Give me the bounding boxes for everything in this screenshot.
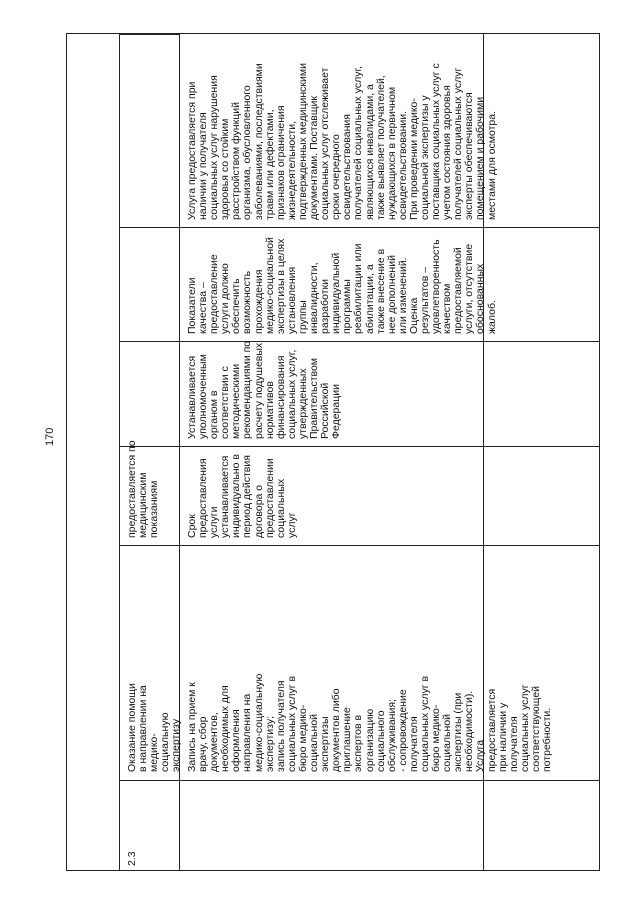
row-divider (119, 545, 599, 546)
service-term: Срок предоставления услуги устанавливается индивидуально в период действия договора о предоставлении социальных услуг (186, 454, 298, 538)
service-norm: Устанавливается уполномоченным органом в соответствии с методическими рекомендациями по расчету подушевых нормативов финансирования социальных услуг, утвержденных Правительством Российской Федерации (186, 340, 343, 439)
service-name: Оказание помощи в направлении на медико- социальную экспертизу (126, 683, 183, 772)
service-description: Запись на прием к врачу, сбор документов, необходимых для оформления направления на медико-социальную экспертизу; запись получателя социальных услуг в бюро медико- социальной экспертизы документов либо приглашение экспертов в организацию социального обслуживания; - сопровождение получателя социальных услуг в бюро медико- социальной экспертизы (при необходимости). Услуга предоставляется при наличии у получателя социальных услуг соответствующей потребности. (186, 673, 553, 772)
quality-indicators: Показатели качества – предоставление услуги должно обеспечить возможность прохождения медико-социальной экспертизы в целях установления группы инвалидности, разработки индивидуальной программы реабилитации или абилитации, а также внесение в нее дополнений или изменений. Оценка результатов – удовлетворенность качеством предоставляемой услуги, отсутствие обоснованных жалоб. (186, 237, 498, 334)
service-conditions: Услуга предоставляется при наличии у получателя социальных услуг нарушения здоровья со стойким расстройством функций организма, обусловленного заболеваниями, последствиями травм или дефектами, признаков ограничения жизнедеятельности, подтвержденных медицинскими документами. Поставщик социальных услуг отслеживает сроки очередного освидетельствования получателей социальных услуг, являющихся инвалидами, а также выявляет получателей, нуждающихся в первичном освидетельствовании. При проведении медико- социальной экспертизы у поставщика социальных услуг с учетом состояния здоровья получателей социальных услуг эксперты обеспечиваются помещением и рабочими местами для осмотра. (186, 63, 498, 220)
previous-row-tail: предоставляется по медицинским показаниям (126, 440, 161, 538)
row-divider (119, 34, 179, 35)
row-number: 2.3 (126, 851, 138, 866)
page-number: 170 (44, 427, 56, 446)
row-divider (119, 780, 599, 781)
services-table (66, 33, 600, 871)
column-divider (119, 34, 120, 870)
